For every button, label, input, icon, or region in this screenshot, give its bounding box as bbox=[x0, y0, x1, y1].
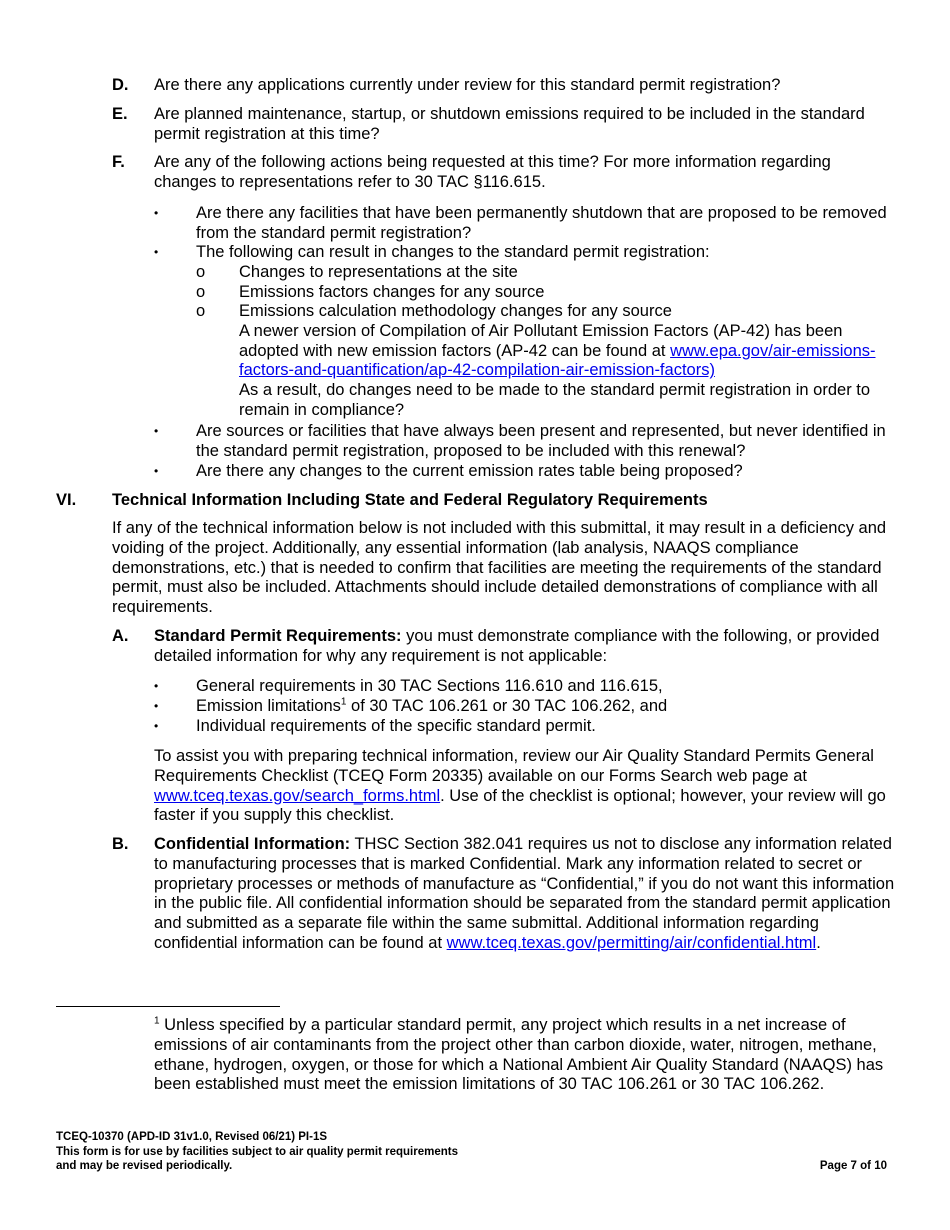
item-text bbox=[154, 835, 897, 954]
list-item bbox=[154, 677, 899, 697]
bullet-text: General requirements in 30 TAC Sections 116.610 and 116.615, bbox=[196, 677, 663, 695]
question-text: Are there any applications currently under review for this standard permit registration? bbox=[154, 76, 781, 94]
question-label: F. bbox=[112, 153, 125, 171]
bullet-icon: • bbox=[154, 719, 159, 733]
bullet-text: Individual requirements of the specific standard permit. bbox=[196, 717, 596, 735]
item-heading: Standard Permit Requirements: bbox=[154, 627, 402, 645]
assist-text: To assist you with preparing technical information, review our Air Quality Standard Permits General Requirements Checklist (TCEQ Form 20335) available on our Forms Search web page at bbox=[154, 747, 874, 785]
question-e bbox=[112, 105, 897, 145]
bullet-icon: • bbox=[154, 464, 159, 478]
section-intro: If any of the technical information below is not included with this submittal, it may result in a deficiency and voiding of the project. Additionally, any essential information (lab analysis, NAAQS compliance demonstrations, etc.) that is needed to confirm that facilities are meeting the requirements of the standard permit, must also be included. Attachments should include detailed demonstrations of compliance with all requirements. bbox=[112, 519, 887, 617]
sub-bullet-text bbox=[239, 302, 896, 421]
question-label: E. bbox=[112, 105, 128, 123]
item-text bbox=[154, 627, 897, 667]
footnote-ref[interactable]: 1 bbox=[340, 696, 347, 708]
ap42-link[interactable]: www.epa.gov/air-emissions-factors-and-quantification/ap-42-compilation-air-emission-factors) bbox=[239, 341, 876, 380]
form-revision-note: and may be revised periodically. bbox=[56, 1160, 233, 1172]
section-title: Technical Information Including State and Federal Regulatory Requirements bbox=[112, 491, 708, 509]
question-text: Are planned maintenance, startup, or shutdown emissions required to be included in the standard permit registration at this time? bbox=[154, 105, 865, 143]
item-heading: Confidential Information: bbox=[154, 835, 351, 853]
sub-list-item bbox=[196, 283, 896, 303]
item-label: A. bbox=[112, 627, 129, 645]
item-body: THSC Section 382.041 requires us not to disclose any information related to manufacturing processes that is marked Confidential. Mark any information related to secret or proprietary processes or methods of manufacture as “Confidential,” if you do not want this information in the public file. All confidential information should be separated from the standard permit application and submitted as a separate file within the same submittal. Additional information regarding confidential information can be found at bbox=[154, 835, 895, 952]
ap42-paragraph bbox=[239, 322, 896, 381]
question-label: D. bbox=[112, 76, 129, 94]
bullet-icon: • bbox=[154, 424, 159, 438]
circle-bullet-icon: o bbox=[196, 283, 206, 301]
bullet-text bbox=[196, 697, 899, 717]
bullet-icon: • bbox=[154, 245, 159, 259]
list-item bbox=[154, 204, 899, 244]
item-body: you must demonstrate compliance with the following, or provided detailed information for why any requirement is not applicable: bbox=[154, 627, 880, 665]
bullet-icon: • bbox=[154, 699, 159, 713]
item-b bbox=[112, 835, 897, 954]
forms-search-link[interactable]: www.tceq.texas.gov/search_forms.html bbox=[154, 786, 441, 805]
ap42-followup: As a result, do changes need to be made to the standard permit registration in order to remain in compliance? bbox=[239, 381, 871, 419]
question-f bbox=[112, 153, 897, 193]
form-usage: This form is for use by facilities subject to air quality permit requirements bbox=[56, 1145, 458, 1158]
confidential-link[interactable]: www.tceq.texas.gov/permitting/air/confidential.html bbox=[446, 933, 817, 952]
item-a bbox=[112, 627, 897, 667]
bullet-text-post: of 30 TAC 106.261 or 30 TAC 106.262, and bbox=[346, 697, 668, 715]
bullet-icon: • bbox=[154, 679, 159, 693]
footnote bbox=[154, 1016, 899, 1095]
bullet-text: Are there any changes to the current emission rates table being proposed? bbox=[196, 462, 743, 480]
bullet-text: The following can result in changes to the standard permit registration: bbox=[196, 243, 710, 261]
page-number: Page 7 of 10 bbox=[819, 1160, 887, 1172]
list-item bbox=[154, 243, 899, 263]
sub-list-item bbox=[196, 263, 896, 283]
footnote-divider bbox=[56, 1006, 280, 1007]
circle-bullet-icon: o bbox=[196, 302, 206, 320]
sub-list-item bbox=[196, 302, 896, 421]
bullet-text: Are sources or facilities that have always been present and represented, but never identified in the standard permit registration, proposed to be included with this renewal? bbox=[196, 422, 886, 460]
bullet-text-pre: Emission limitations bbox=[196, 697, 341, 715]
form-id: TCEQ-10370 (APD-ID 31v1.0, Revised 06/21) PI-1S bbox=[56, 1131, 328, 1143]
section-number: VI. bbox=[56, 491, 77, 509]
list-item bbox=[154, 717, 899, 737]
footnote-mark: 1 bbox=[154, 1015, 160, 1027]
ap42-text: A newer version of Compilation of Air Pollutant Emission Factors (AP-42) has been adopted with new emission factors (AP-42 can be found at bbox=[239, 321, 843, 360]
list-item bbox=[154, 422, 899, 462]
sub-bullet-text: Changes to representations at the site bbox=[239, 263, 518, 281]
item-label: B. bbox=[112, 835, 129, 853]
methodology-text: Emissions calculation methodology changes for any source bbox=[239, 302, 672, 320]
bullet-text: Are there any facilities that have been permanently shutdown that are proposed to be removed from the standard permit registration? bbox=[196, 204, 887, 242]
circle-bullet-icon: o bbox=[196, 263, 206, 281]
list-item bbox=[154, 697, 899, 717]
footnote-text: Unless specified by a particular standard permit, any project which results in a net increase of emissions of air contaminants from the project other than carbon dioxide, water, nitrogen, methane, ethane, hydrogen, oxygen, or those for which a National Ambient Air Quality Standard (NAAQS) has been established must meet the emission limitations of 30 TAC 106.261 or 30 TAC 106.262. bbox=[154, 1016, 884, 1094]
form-id-footer bbox=[56, 1130, 458, 1174]
item-body-end: . bbox=[816, 933, 821, 952]
question-text: Are any of the following actions being requested at this time? For more information regarding changes to representations refer to 30 TAC §116.615. bbox=[154, 153, 831, 191]
sub-bullet-text: Emissions factors changes for any source bbox=[239, 283, 545, 301]
assist-text-end: . Use of the checklist is optional; however, your review will go faster if you supply this checklist. bbox=[154, 786, 886, 825]
list-item bbox=[154, 462, 899, 482]
assist-paragraph bbox=[154, 747, 894, 826]
question-d bbox=[112, 76, 897, 96]
bullet-icon: • bbox=[154, 206, 159, 220]
